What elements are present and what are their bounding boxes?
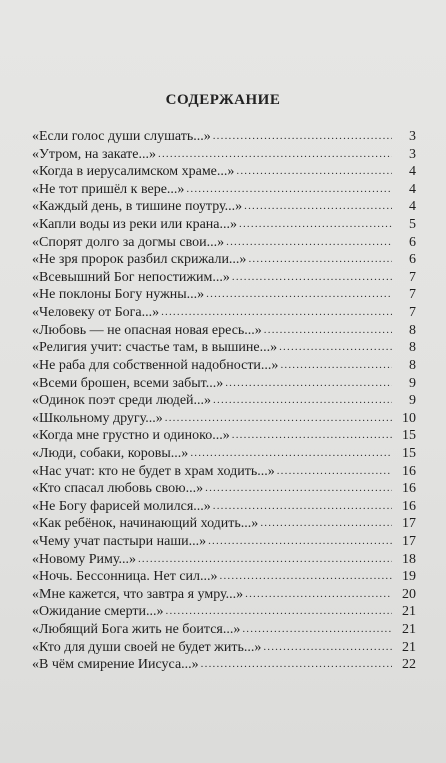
toc-leader-dots xyxy=(242,621,392,639)
toc-entry-title: «Кто спасал любовь свою...» xyxy=(32,481,204,497)
toc-entry xyxy=(32,322,416,340)
toc-entry xyxy=(32,463,416,481)
toc-entry xyxy=(32,128,416,146)
toc-entry-title: «Всеми брошен, всеми забыт...» xyxy=(32,375,224,391)
toc-entry-title: «Человеку от Бога...» xyxy=(32,305,160,321)
toc-entry-page-number: 6 xyxy=(409,252,416,268)
toc-leader-dots xyxy=(213,128,392,146)
toc-entry xyxy=(32,357,416,375)
toc-entry-title: «Каждый день, в тишине поутру...» xyxy=(32,199,243,215)
toc-entry-page-number: 17 xyxy=(402,516,416,532)
toc-entry-page-number: 16 xyxy=(402,463,416,479)
toc-entry-page-number: 4 xyxy=(409,199,416,215)
toc-leader-dots xyxy=(248,251,392,269)
toc-entry xyxy=(32,392,416,410)
toc-leader-dots xyxy=(239,216,392,234)
toc-entry xyxy=(32,198,416,216)
toc-entry xyxy=(32,515,416,533)
toc-entry-page-number: 21 xyxy=(402,622,416,638)
toc-entry-page-number: 22 xyxy=(402,657,416,673)
toc-entry-page-number: 21 xyxy=(402,604,416,620)
toc-entry-title: «Одинок поэт среди людей...» xyxy=(32,393,212,409)
toc-leader-dots xyxy=(264,322,392,340)
toc-entry-title: «Мне кажется, что завтра я умру...» xyxy=(32,586,244,602)
toc-entry-title: «Любящий Бога жить не боится...» xyxy=(32,622,241,638)
toc-leader-dots xyxy=(245,586,392,604)
toc-entry-title: «Как ребёнок, начинающий ходить...» xyxy=(32,516,259,532)
toc-leader-dots xyxy=(232,427,392,445)
toc-entry-title: «Любовь — не опасная новая ересь...» xyxy=(32,322,262,338)
toc-entry-title: «Не поклоны Богу нужны...» xyxy=(32,287,205,303)
toc-entry-title: «Утром, на закате...» xyxy=(32,146,157,162)
toc-entry-title: «Всевышний Бог непостижим...» xyxy=(32,269,230,285)
toc-leader-dots xyxy=(232,269,392,287)
toc-entry xyxy=(32,339,416,357)
toc-entry-title: «Чему учат пастыри наши...» xyxy=(32,534,207,550)
toc-leader-dots xyxy=(190,445,392,463)
toc-entry-title: «Ночь. Бессонница. Нет сил...» xyxy=(32,569,218,585)
toc-entry-page-number: 7 xyxy=(409,305,416,321)
toc-entry xyxy=(32,234,416,252)
toc-entry-page-number: 3 xyxy=(409,129,416,144)
toc-entry xyxy=(32,621,416,639)
toc-entry xyxy=(32,586,416,604)
toc-leader-dots xyxy=(186,181,392,199)
toc-entry xyxy=(32,251,416,269)
toc-leader-dots xyxy=(260,515,392,533)
toc-leader-dots xyxy=(201,656,392,674)
toc-entry-page-number: 21 xyxy=(402,639,416,655)
toc-leader-dots xyxy=(138,551,392,569)
toc-entry-page-number: 20 xyxy=(402,586,416,602)
toc-entry xyxy=(32,533,416,551)
toc-entry xyxy=(32,286,416,304)
toc-leader-dots xyxy=(208,533,392,551)
toc-entry-page-number: 19 xyxy=(402,569,416,585)
toc-entry-page-number: 4 xyxy=(409,164,416,180)
toc-leader-dots xyxy=(277,463,392,481)
toc-leader-dots xyxy=(213,392,392,410)
toc-leader-dots xyxy=(244,198,392,216)
toc-entry-title: «Нас учат: кто не будет в храм ходить...» xyxy=(32,463,275,479)
toc-leader-dots xyxy=(225,375,392,393)
toc-entry xyxy=(32,445,416,463)
toc-entry xyxy=(32,216,416,234)
toc-leader-dots xyxy=(280,357,392,375)
toc-entry-title: «Спорят долго за догмы свои...» xyxy=(32,234,225,250)
toc-entry-page-number: 3 xyxy=(409,146,416,162)
toc-entry-page-number: 15 xyxy=(402,428,416,444)
toc-entry-title: «Новому Риму...» xyxy=(32,551,136,567)
toc-leader-dots xyxy=(279,339,392,357)
toc-leader-dots xyxy=(165,410,392,428)
toc-entry-page-number: 16 xyxy=(402,481,416,497)
toc-entry-page-number: 8 xyxy=(409,322,416,338)
toc-entry xyxy=(32,427,416,445)
toc-leader-dots xyxy=(166,603,392,621)
toc-leader-dots xyxy=(161,304,392,322)
toc-entry xyxy=(32,480,416,498)
toc-entry-title: «Если голос души слушать...» xyxy=(32,129,211,144)
toc-leader-dots xyxy=(213,498,392,516)
toc-leader-dots xyxy=(158,146,392,164)
toc-entry-title: «В чём смирение Иисуса...» xyxy=(32,657,199,673)
toc-entry-title: «Не тот пришёл к вере...» xyxy=(32,181,185,197)
toc-entry-title: «Когда мне грустно и одиноко...» xyxy=(32,428,230,444)
toc-entry-page-number: 16 xyxy=(402,498,416,514)
toc-entry-title: «Школьному другу...» xyxy=(32,410,163,426)
toc-leader-dots xyxy=(220,568,392,586)
toc-entry-page-number: 7 xyxy=(409,287,416,303)
toc-leader-dots xyxy=(205,480,392,498)
table-of-contents xyxy=(32,128,416,674)
toc-entry-page-number: 7 xyxy=(409,269,416,285)
toc-entry-title: «Не раба для собственной надобности...» xyxy=(32,357,279,373)
toc-entry-title: «Люди, собаки, коровы...» xyxy=(32,445,189,461)
toc-entry-page-number: 15 xyxy=(402,445,416,461)
toc-leader-dots xyxy=(236,163,392,181)
toc-leader-dots xyxy=(263,639,392,657)
toc-entry-page-number: 10 xyxy=(402,410,416,426)
toc-entry xyxy=(32,269,416,287)
toc-entry-page-number: 6 xyxy=(409,234,416,250)
toc-entry xyxy=(32,410,416,428)
toc-entry xyxy=(32,304,416,322)
page-title: СОДЕРЖАНИЕ xyxy=(165,92,281,108)
toc-entry xyxy=(32,639,416,657)
toc-entry-title: «Когда в иерусалимском храме...» xyxy=(32,164,235,180)
toc-entry-page-number: 5 xyxy=(409,217,416,233)
toc-entry-title: «Не зря пророк разбил скрижали...» xyxy=(32,252,247,268)
toc-entry-page-number: 8 xyxy=(409,357,416,373)
toc-entry xyxy=(32,375,416,393)
toc-entry xyxy=(32,568,416,586)
toc-entry xyxy=(32,163,416,181)
toc-leader-dots xyxy=(206,286,392,304)
toc-entry-title: «Ожидание смерти...» xyxy=(32,604,164,620)
toc-entry-title: «Кто для души своей не будет жить...» xyxy=(32,639,262,655)
toc-entry-title: «Капли воды из реки или крана...» xyxy=(32,217,238,233)
toc-entry xyxy=(32,551,416,569)
toc-entry xyxy=(32,181,416,199)
toc-entry-page-number: 8 xyxy=(409,340,416,356)
toc-entry xyxy=(32,603,416,621)
toc-entry-page-number: 9 xyxy=(409,375,416,391)
toc-entry-page-number: 17 xyxy=(402,534,416,550)
toc-entry xyxy=(32,656,416,674)
toc-leader-dots xyxy=(226,234,392,252)
toc-entry-page-number: 9 xyxy=(409,393,416,409)
toc-entry xyxy=(32,498,416,516)
toc-entry xyxy=(32,146,416,164)
toc-entry-title: «Религия учит: счастье там, в вышине...» xyxy=(32,340,278,356)
toc-entry-page-number: 18 xyxy=(402,551,416,567)
toc-entry-page-number: 4 xyxy=(409,181,416,197)
toc-entry-title: «Не Богу фарисей молился...» xyxy=(32,498,211,514)
